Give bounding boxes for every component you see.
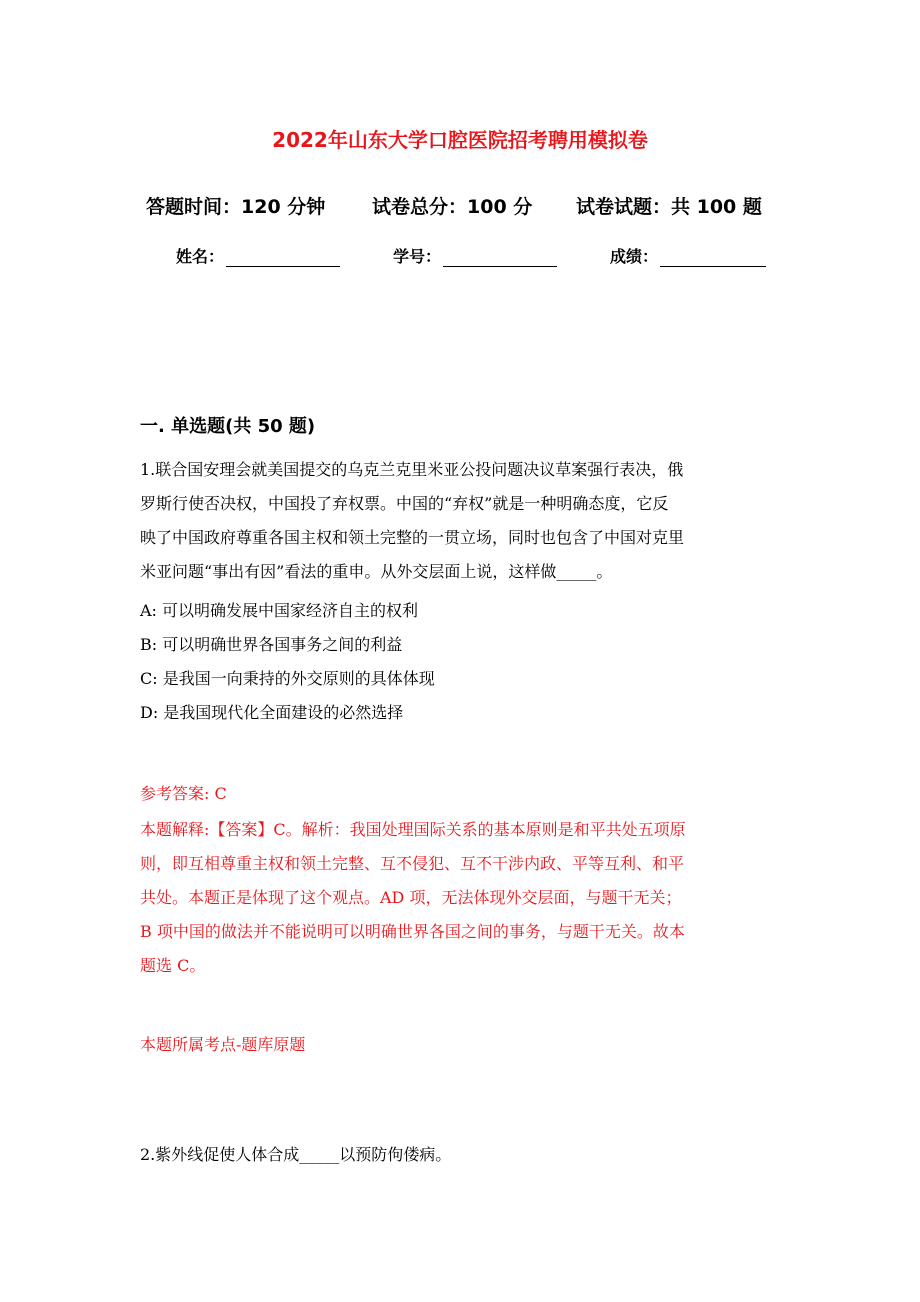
student-id-label: 学号： — [393, 247, 442, 266]
student-id-field — [393, 244, 557, 267]
question-1-options — [140, 594, 435, 730]
question-1-answer: 参考答案: C — [140, 784, 227, 803]
stem-line: 2.紫外线促使人体合成_____以预防佝偻病。 — [140, 1145, 452, 1164]
stem-line: 米亚问题“事出有因”看法的重申。从外交层面上说，这样做_____。 — [140, 562, 613, 581]
explanation-line: B 项中国的做法并不能说明可以明确世界各国之间的事务，与题干无关。故本 — [140, 922, 685, 941]
stem-line: 1.联合国安理会就美国提交的乌克兰克里米亚公投问题决议草案强行表决，俄 — [140, 460, 684, 479]
explanation-line: 共处。本题正是体现了这个观点。AD 项，无法体现外交层面，与题干无关； — [140, 888, 682, 907]
option-a: A: 可以明确发展中国家经济自主的权利 — [140, 601, 419, 620]
explanation-line: 题选 C。 — [140, 956, 206, 975]
exam-total-questions: 试卷试题：共 100 题 — [576, 196, 762, 218]
question-1-explanation — [140, 813, 686, 983]
score-label: 成绩： — [610, 247, 659, 266]
explanation-line: 本题解释:【答案】C。解析：我国处理国际关系的基本原则是和平共处五项原 — [140, 820, 686, 839]
score-field — [610, 244, 766, 267]
exam-time: 答题时间：120 分钟 — [146, 196, 326, 218]
section-title: 一. 单选题(共 50 题) — [140, 416, 316, 437]
stem-line: 罗斯行使否决权，中国投了弃权票。中国的“弃权”就是一种明确态度，它反 — [140, 494, 669, 513]
score-blank — [660, 248, 766, 267]
question-1-stem — [140, 453, 684, 589]
name-field — [176, 244, 340, 267]
option-c: C: 是我国一向秉持的外交原则的具体体现 — [140, 669, 435, 688]
document-title: 2022年山东大学口腔医院招考聘用模拟卷 — [272, 128, 648, 152]
option-b: B: 可以明确世界各国事务之间的利益 — [140, 635, 403, 654]
stem-line: 映了中国政府尊重各国主权和领土完整的一贯立场，同时也包含了中国对克里 — [140, 528, 685, 547]
name-blank — [226, 248, 340, 267]
question-1-topic: 本题所属考点-题库原题 — [140, 1035, 306, 1054]
option-d: D: 是我国现代化全面建设的必然选择 — [140, 703, 404, 722]
question-2-stem — [140, 1138, 451, 1172]
name-label: 姓名： — [176, 247, 225, 266]
student-id-blank — [443, 248, 557, 267]
exam-total-score: 试卷总分：100 分 — [372, 196, 533, 218]
explanation-line: 则，即互相尊重主权和领土完整、互不侵犯、互不干涉内政、平等互利、和平 — [140, 854, 685, 873]
